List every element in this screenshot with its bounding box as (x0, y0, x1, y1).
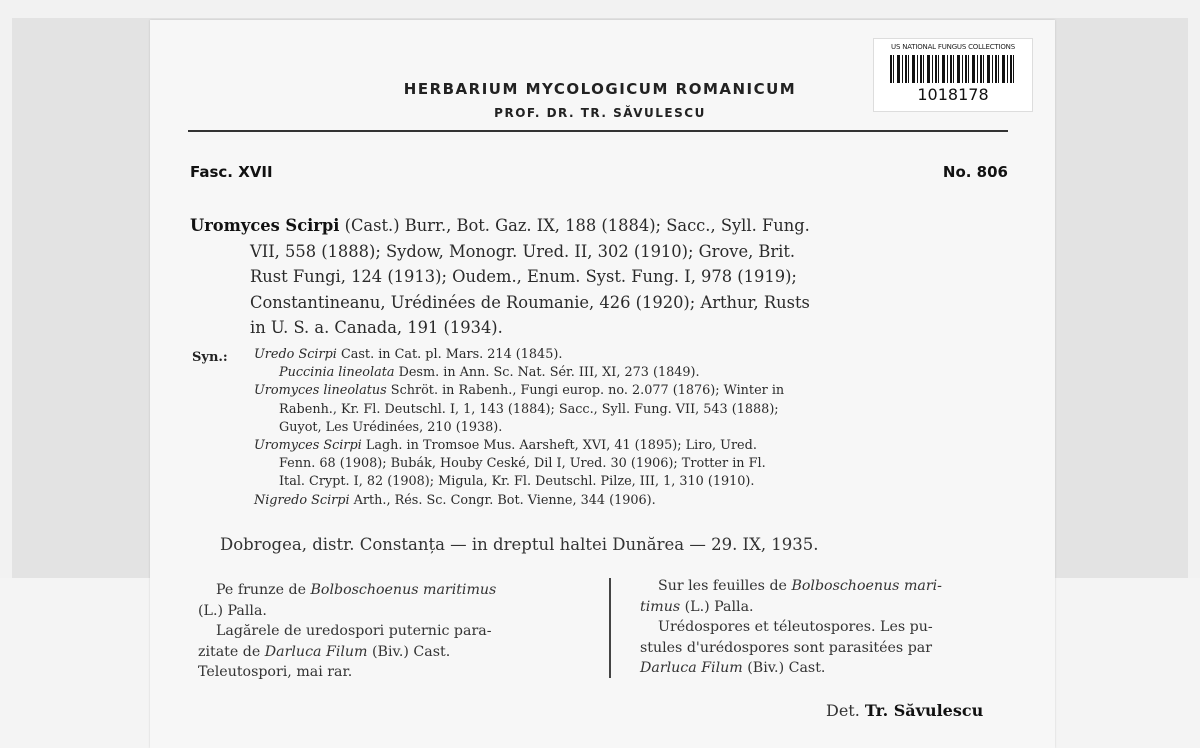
citation-line: VII, 558 (1888); Sydow, Monogr. Ured. II, 302 (1910); Grove, Brit. (250, 241, 796, 261)
citation-line: Constantineanu, Urédinées de Roumanie, 426 (1920); Arthur, Rusts (250, 292, 810, 312)
synonyms-list (254, 346, 1034, 510)
note-text: zitate de (198, 643, 265, 660)
citation-line: in U. S. a. Canada, 191 (1934). (250, 318, 503, 337)
synonym-citation: Lagh. in Tromsoe Mus. Aarsheft, XVI, 41 (1895); Liro, Ured. (361, 438, 757, 454)
fascicle-number: Fasc. XVII (190, 163, 273, 181)
synonym-citation: Schröt. in Rabenh., Fungi europ. no. 2.077 (1876); Winter in (386, 383, 785, 399)
determiner-prefix: Det. (826, 701, 865, 720)
note-text: Lagărele de uredospori puternic para- (216, 623, 492, 639)
barcode-bars (890, 55, 1016, 83)
determiner-name: Tr. Săvulescu (864, 701, 984, 720)
note-text: (Biv.) Cast. (742, 660, 826, 676)
synonym-citation: Desm. in Ann. Sc. Nat. Sér. III, XI, 273 (1849). (394, 365, 700, 381)
barcode-number: 1018178 (917, 85, 989, 104)
synonym-name: Puccinia lineolata (279, 365, 395, 381)
note-text: Teleutospori, mai rar. (198, 664, 353, 680)
synonym-citation: Cast. in Cat. pl. Mars. 214 (1845). (336, 347, 563, 362)
header-rule (188, 130, 1008, 132)
synonym-citation: Guyot, Les Urédinées, 210 (1938). (279, 419, 503, 435)
host-name: Bolboschoenus mari- (791, 578, 942, 594)
species-name: Uromyces Scirpi (190, 216, 340, 235)
barcode-label (873, 38, 1033, 112)
citation-line: Rust Fungi, 124 (1913); Oudem., Enum. Syst. Fung. I, 978 (1919); (250, 267, 797, 286)
note-text: Urédospores et téleutospores. Les pu- (658, 619, 933, 635)
column-divider (609, 578, 611, 678)
synonym-citation: Arth., Rés. Sc. Congr. Bot. Vienne, 344 (1906). (349, 492, 656, 508)
synonym-name: Nigredo Scirpi (254, 492, 350, 508)
collection-locality: Dobrogea, distr. Constanța — in dreptul haltei Dunărea — 29. IX, 1935. (220, 535, 819, 554)
note-text: Pe frunze de (216, 582, 311, 598)
host-name: timus (640, 598, 681, 615)
note-text: (L.) Palla. (680, 598, 754, 615)
notes-romanian (198, 580, 598, 683)
herbarium-title: HERBARIUM MYCOLOGICUM ROMANICUM (403, 80, 797, 98)
notes-french (640, 576, 1040, 679)
synonym-citation: Fenn. 68 (1908); Bubák, Houby Ceské, Dil I, Ured. 30 (1906); Trotter in Fl. (279, 456, 766, 472)
parasite-name: Darluca Filum (640, 660, 743, 676)
host-name: Bolboschoenus maritimus (310, 582, 497, 598)
barcode-header: US NATIONAL FUNGUS COLLECTIONS (891, 43, 1015, 51)
species-citation (190, 213, 1020, 341)
note-text: (Biv.) Cast. (367, 643, 451, 660)
note-text: (L.) Palla. (198, 602, 267, 619)
note-text: Sur les feuilles de (658, 578, 792, 594)
herbarium-subtitle: PROF. DR. TR. SĂVULESCU (494, 106, 706, 120)
synonym-name: Uromyces Scirpi (254, 438, 362, 454)
synonyms-label: Syn.: (192, 350, 228, 365)
note-text: stules d'urédospores sont parasitées par (640, 639, 933, 656)
specimen-number: No. 806 (942, 163, 1008, 181)
synonym-citation: Ital. Crypt. I, 82 (1908); Migula, Kr. Fl. Deutschl. Pilze, III, 1, 310 (1910). (279, 474, 755, 490)
synonym-citation: Rabenh., Kr. Fl. Deutschl. I, 1, 143 (1884); Sacc., Syll. Fung. VII, 543 (1888); (279, 401, 779, 417)
determiner (826, 701, 983, 720)
synonym-name: Uredo Scirpi (254, 347, 337, 362)
citation-line: (Cast.) Burr., Bot. Gaz. IX, 188 (1884); Sacc., Syll. Fung. (339, 216, 810, 235)
synonym-name: Uromyces lineolatus (254, 383, 387, 399)
parasite-name: Darluca Filum (264, 643, 368, 660)
